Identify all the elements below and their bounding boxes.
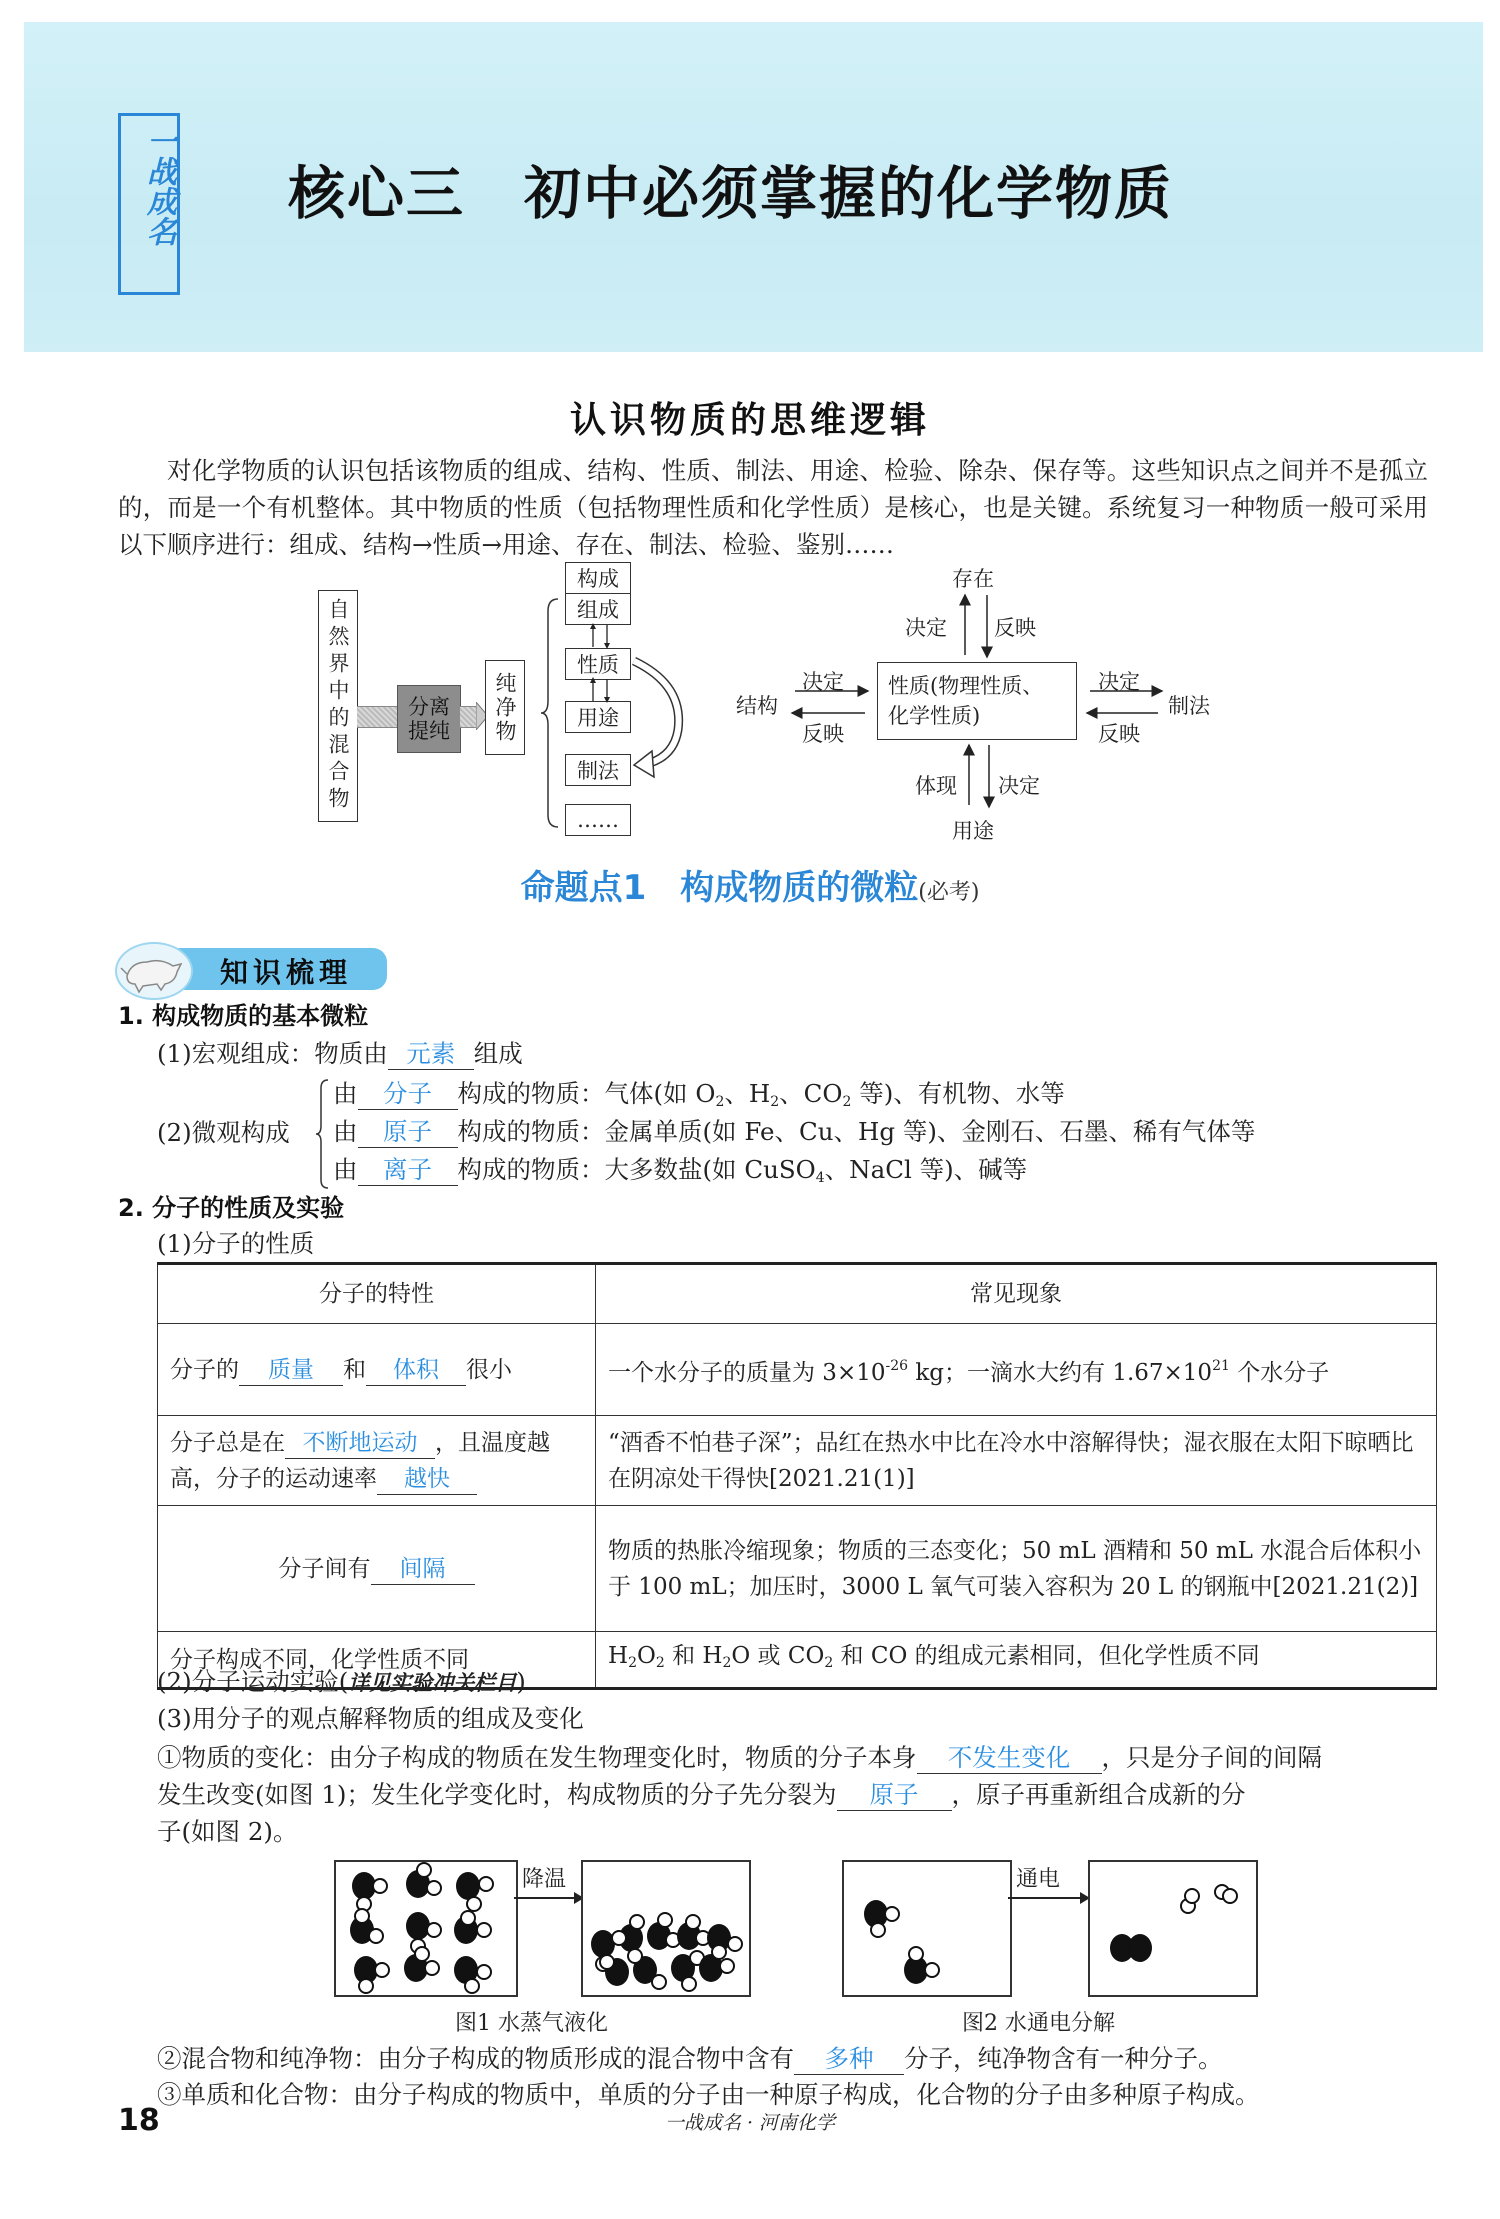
fig1-caption: 图1 水蒸气液化 [455,2011,608,2036]
separation-box [397,685,461,753]
table-row [158,1324,1437,1416]
center-line-2: 化学性质) [888,704,981,728]
answer-blank: 多种 [794,2044,904,2075]
list-box-constitution: 构成 [565,562,631,594]
curved-arrow-icon [630,655,690,780]
mixture-line: ②混合物和纯净物：由分子构成的物质形成的混合物中含有 多种 分子，纯净物含有一种分子。 [157,2044,1223,2073]
table-row [158,1416,1437,1506]
bottom-up-label: 体现 [915,774,957,798]
bidirectional-arrows-icon [585,623,615,703]
micro-label: (2)微观构成 [157,1118,290,1147]
phenomenon-cell: “酒香不怕巷子深”；品红在热水中比在冷水中溶解得快；湿衣服在太阳下晾晒比在阴凉处干得快[2021.21(1)] [596,1416,1437,1506]
answer-blank: 原子 [837,1780,952,1811]
fig2-before-box [842,1860,1012,1997]
left-back-label: 反映 [802,722,844,746]
table-row [158,1506,1437,1632]
phenomenon-cell: $H_2O_2$ 和 $H_2O$ 或 $CO_2$ 和 CO 的组成元素相同，但化学性质不同 [596,1632,1437,1689]
answer-blank: 分子 [358,1079,458,1110]
section2-sub3: (3)用分子的观点解释物质的组成及变化 [157,1704,584,1733]
section-heading: 认识物质的思维逻辑 [569,400,930,441]
change-line-1: ①物质的变化：由分子构成的物质在发生物理变化时，物质的分子本身 不发生变化 ，只是分子间的间隔 [157,1743,1322,1772]
change-line-2: 发生改变(如图 1)；发生化学变化时，构成物质的分子先分裂为 原子 ，原子再重新组合成新的分 [157,1780,1246,1809]
answer-blank: 间隔 [371,1554,475,1585]
trait-cell: 分子间有 间隔 [158,1506,596,1632]
fig2-arrow [1008,1897,1082,1899]
trait-cell: 分子构成不同，化学性质不同 [158,1632,596,1689]
structure-label: 结构 [736,694,778,718]
micro-row-ion: 由 离子 构成的物质：大多数盐(如 CuSO$_4$、NaCl 等)、碱等 [333,1155,1028,1186]
top-down-label: 反映 [994,616,1036,640]
mixture-box [318,590,358,822]
micro-row-molecule: 由 分子 构成的物质：气体(如 $O_2$、$H_2$、$CO_2$ 等)、有机物、水等 [333,1079,1065,1110]
answer-blank: 不发生变化 [917,1743,1102,1774]
brand-logo [118,113,180,295]
knowledge-badge [115,942,387,994]
relation-arrows-icon [720,555,1240,845]
section2-sub2: (2)分子运动实验(详见实验冲关栏目) [157,1667,526,1696]
answer-blank: 原子 [358,1117,458,1148]
fig2-caption: 图2 水通电分解 [962,2011,1115,2036]
exist-label: 存在 [952,567,994,591]
answer-blank: 质量 [239,1355,343,1386]
column-header-trait: 分子的特性 [158,1264,596,1324]
right-to-label: 决定 [1098,670,1140,694]
fig1-arrow [514,1897,580,1899]
trait-cell: 分子的 质量 和 体积 很小 [158,1324,596,1416]
phenomenon-cell: 物质的热胀冷缩现象；物质的三态变化；50 mL 酒精和 50 mL 水混合后体积小于 100 mL；加压时，3000 L 氧气可装入容积为 20 L 的钢瓶中[2021.21(2)] [596,1506,1437,1632]
separation-label-2: 提纯 [408,719,450,743]
answer-blank: 不断地运动 [285,1428,435,1459]
column-header-phenomenon: 常见现象 [596,1264,1437,1324]
macro-line: (1)宏观组成：物质由 元素 组成 [157,1039,523,1068]
footer-book-title: 一战成名 · 河南化学 [664,2112,836,2134]
flow-arrow-shaft [357,706,397,728]
bottom-down-label: 决定 [998,774,1040,798]
answer-blank: 元素 [388,1039,474,1070]
table-header-row [158,1264,1437,1324]
molecule-properties-table [157,1262,1437,1690]
intro-paragraph [118,452,1428,563]
answer-blank: 离子 [358,1155,458,1186]
section2-sub1: (1)分子的性质 [157,1229,315,1258]
topic-tag: (必考) [918,880,980,905]
topic-heading [0,860,1500,909]
list-box-property: 性质 [565,648,631,680]
section2-heading: 2. 分子的性质及实验 [118,1194,345,1222]
change-line-3: 子(如图 2)。 [157,1817,298,1846]
mixture-label: 自然界中的混合物 [326,598,350,814]
list-box-ellipsis: …… [565,804,631,836]
center-line-1: 性质(物理性质、 [888,674,1044,698]
use-label: 用途 [952,819,994,843]
badge-label: 知识梳理 [220,956,353,989]
list-box-composition: 组成 [565,593,631,625]
list-box-preparation: 制法 [565,754,631,786]
pure-substance-box [485,660,525,755]
fig1-after-box [581,1860,751,1997]
brand-logo-text: 一战成名 [141,126,176,246]
fig2-after-box [1088,1860,1258,1997]
left-to-label: 决定 [802,670,844,694]
separation-label-1: 分离 [408,695,450,719]
experiment-reference: 详见实验冲关栏目 [348,1670,517,1695]
rhino-icon [115,942,193,1000]
brace-icon [540,597,560,829]
topic-title: 命题点1 构成物质的微粒 [520,868,919,908]
micro-brace-icon [316,1078,330,1190]
answer-blank: 体积 [366,1355,466,1386]
page-number: 18 [118,2103,160,2138]
trait-cell: 分子总是在 不断地运动 ，且温度越高，分子的运动速率 越快 [158,1416,596,1506]
micro-row-atom: 由 原子 构成的物质：金属单质(如 Fe、Cu、Hg 等)、金刚石、石墨、稀有气体等 [333,1117,1256,1146]
pure-substance-label: 纯净物 [493,671,517,744]
page-title: 核心三 初中必须掌握的化学物质 [288,161,1173,227]
top-up-label: 决定 [905,616,947,640]
intro-paragraph-text: 对化学物质的认识包括该物质的组成、结构、性质、制法、用途、检验、除杂、保存等。这些知识点之间并不是孤立的，而是一个有机整体。其中物质的性质（包括物理性质和化学性质）是核心，也是关键。系统复习一种物质一般可采用以下顺序进行：组成、结构→性质→用途、存在、制法、检验、鉴别…… [118,456,1428,559]
answer-blank: 越快 [377,1464,477,1495]
compound-line: ③单质和化合物：由分子构成的物质中，单质的分子由一种原子构成，化合物的分子由多种原子构成。 [157,2080,1260,2109]
fig1-arrow-label: 降温 [522,1867,567,1892]
right-back-label: 反映 [1098,722,1140,746]
fig2-arrow-label: 通电 [1016,1867,1061,1892]
fig1-before-box [334,1860,518,1997]
list-box-use: 用途 [565,701,631,733]
preparation-label: 制法 [1168,694,1210,718]
phenomenon-cell: 一个水分子的质量为 $3\times 10^{-26}$ kg；一滴水大约有 $1.67\times 10^{21}$ 个水分子 [596,1324,1437,1416]
section1-heading: 1. 构成物质的基本微粒 [118,1002,369,1030]
